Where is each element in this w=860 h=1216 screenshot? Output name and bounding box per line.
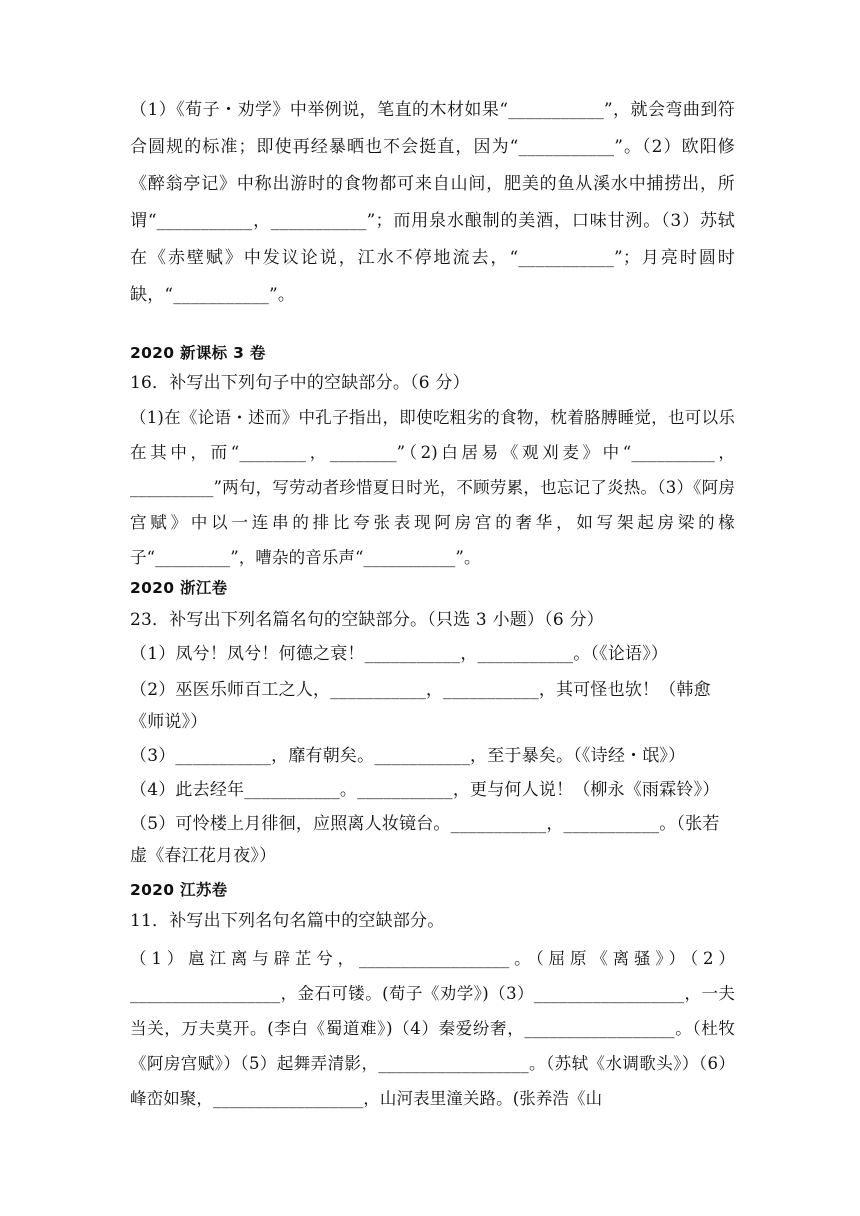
section-heading: 2020 浙江卷 xyxy=(130,579,228,597)
question-title: 23．补写出下列名篇名句的空缺部分。（只选 3 小题）（6 分） xyxy=(130,610,604,630)
list-item: （1）凤兮！凤兮！何德之衰！___________，___________。（《论语》） xyxy=(130,644,669,664)
question-title: 11．补写出下列名句名篇中的空缺部分。 xyxy=(130,911,445,931)
list-item: （5）可怜楼上月徘徊，应照离人妆镜台。___________，___________。（张若虚《春江花月夜》） xyxy=(130,814,720,866)
question-title: 16．补写出下列句子中的空缺部分。（6 分） xyxy=(130,373,470,393)
intro-paragraph: （1）《荀子・劝学》中举例说，笔直的木材如果“___________”，就会弯曲到符合圆规的标准；即使再经暴晒也不会挺直，因为“___________”。（2）欧阳修《醉翁亭记》中称出游时的食物都可来自山间，肥美的鱼从溪水中捕捞出，所谓“___________，___________”；而用泉水酿制的美酒，口味甘洌。（3）苏轼在《赤壁赋》中发议论说，江水不停地流去，“___________”；月亮时圆时缺，“___________”。 xyxy=(130,100,735,305)
list-item: （2）巫医乐师百工之人，___________，___________，其可怪也欤！（韩愈《师说》） xyxy=(130,680,711,732)
question-body: （1）扈江离与辟芷兮，__________________。（屈原《离骚》）（2）__________________，金石可镂。(荀子《劝学》)（3）__________________，一夫当关，万夫莫开。(李白《蜀道难》)（4）秦爱纷奢，__________________。（杜牧《阿房宫赋》）（5）起舞弄清影，__________________。（苏轼《水调歌头》）（6）峰峦如聚，__________________，山河表里潼关路。(张养浩《山 xyxy=(130,949,735,1108)
list-item: （3）___________，靡有朝矣。___________，至于暴矣。（《诗经・氓》） xyxy=(130,746,686,766)
section-heading: 2020 新课标 3 卷 xyxy=(130,344,266,362)
question-body: （1)在《论语・述而》中孔子指出，即使吃粗劣的食物，枕着胳膊睡觉，也可以乐在其中，而“________，________”（2)白居易《观刈麦》中“__________，__________”两句，写劳动者珍惜夏日时光，不顾劳累，也忘记了炎热。（3）《阿房宫赋》中以一连串的排比夸张表现阿房宫的奢华，如写架起房梁的椽子“_________”，嘈杂的音乐声“___________”。 xyxy=(130,408,735,567)
section-heading: 2020 江苏卷 xyxy=(130,881,228,899)
list-item: （4）此去经年___________。___________，更与何人说！（柳永《雨霖铃》） xyxy=(130,780,720,800)
